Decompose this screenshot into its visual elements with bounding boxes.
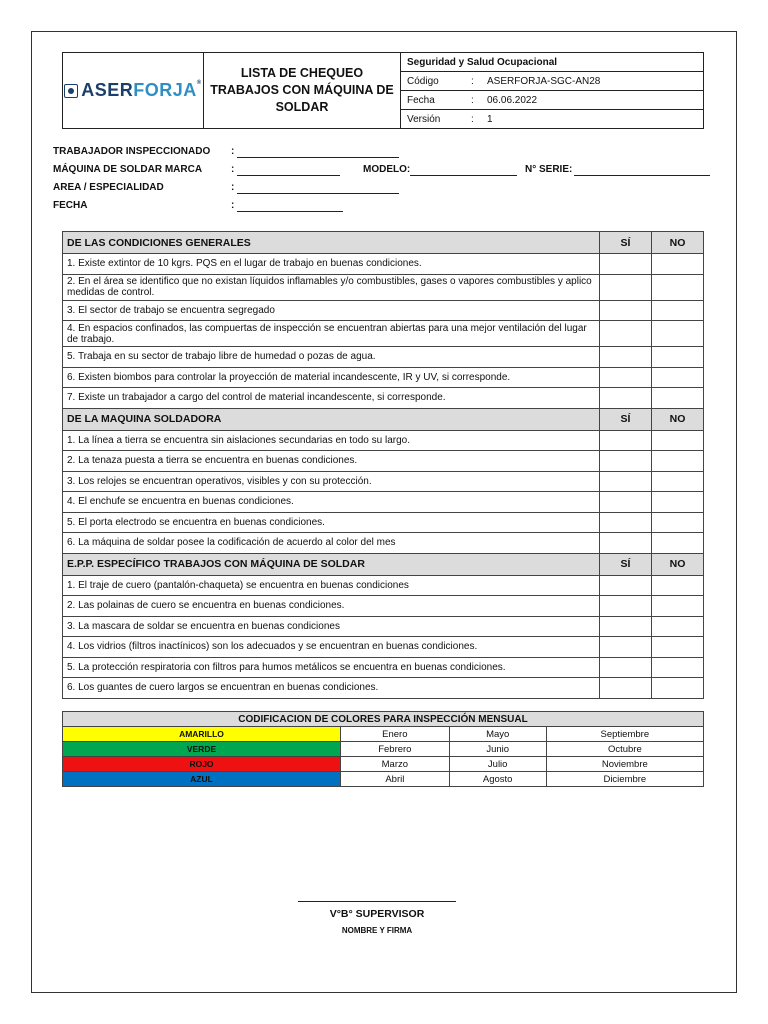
no-checkbox-cell[interactable] (652, 512, 704, 533)
checklist-item (63, 533, 704, 554)
month-cell: Marzo (341, 757, 450, 772)
color-swatch: VERDE (63, 742, 341, 757)
checklist-item-text: 6. La máquina de soldar posee la codificación de acuerdo al color del mes (63, 533, 600, 554)
checklist-item (63, 274, 704, 300)
checklist-item-text: 2. En el área se identifico que no existan líquidos inflamables y/o combustibles, gases o vapores combustibles y aplico medidas de control. (63, 274, 600, 300)
yes-checkbox-cell[interactable] (600, 388, 652, 409)
no-checkbox-cell[interactable] (652, 616, 704, 637)
document-title (204, 53, 401, 128)
checklist-item (63, 347, 704, 368)
checklist-item (63, 616, 704, 637)
yes-checkbox-cell[interactable] (600, 274, 652, 300)
month-cell: Abril (341, 772, 450, 787)
document-meta (401, 53, 703, 128)
month-cell: Agosto (449, 772, 546, 787)
yes-checkbox-cell[interactable] (600, 367, 652, 388)
yes-checkbox-cell[interactable] (600, 678, 652, 699)
logo-text-part2: FORJA (133, 80, 197, 100)
meta-version: Versión : 1 (407, 113, 493, 125)
checklist-item (63, 575, 704, 596)
checklist-item-text: 5. Trabaja en su sector de trabajo libre de humedad o pozas de agua. (63, 347, 600, 368)
yes-column-header: SÍ (600, 408, 652, 430)
color-code-row (63, 772, 704, 787)
checklist-item (63, 388, 704, 409)
yes-checkbox-cell[interactable] (600, 616, 652, 637)
section-title: E.P.P. ESPECÍFICO TRABAJOS CON MÁQUINA DE SOLDAR (63, 553, 600, 575)
no-column-header: NO (652, 232, 704, 254)
yes-checkbox-cell[interactable] (600, 637, 652, 658)
no-checkbox-cell[interactable] (652, 388, 704, 409)
yes-checkbox-cell[interactable] (600, 430, 652, 451)
worker-input-line[interactable] (237, 157, 399, 158)
color-code-table (62, 711, 704, 787)
checklist-item-text: 7. Existe un trabajador a cargo del control de material incandescente, si corresponde. (63, 388, 600, 409)
checklist-table (62, 231, 704, 699)
month-cell: Septiembre (546, 727, 703, 742)
yes-column-header: SÍ (600, 553, 652, 575)
color-swatch: ROJO (63, 757, 341, 772)
checklist-item (63, 678, 704, 699)
checklist-item (63, 492, 704, 513)
model-input-line[interactable] (410, 175, 517, 176)
serial-input-line[interactable] (574, 175, 710, 176)
no-checkbox-cell[interactable] (652, 300, 704, 321)
color-code-row (63, 727, 704, 742)
checklist-item (63, 471, 704, 492)
checklist-item (63, 596, 704, 617)
yes-checkbox-cell[interactable] (600, 512, 652, 533)
meta-code: Código : ASERFORJA-SGC-AN28 (401, 72, 703, 91)
yes-checkbox-cell[interactable] (600, 575, 652, 596)
title-line-3: SOLDAR (275, 100, 329, 114)
checklist-item (63, 321, 704, 347)
checklist-item-text: 3. El sector de trabajo se encuentra segregado (63, 300, 600, 321)
no-checkbox-cell[interactable] (652, 430, 704, 451)
yes-checkbox-cell[interactable] (600, 596, 652, 617)
color-swatch: AMARILLO (63, 727, 341, 742)
checklist-item (63, 512, 704, 533)
yes-checkbox-cell[interactable] (600, 657, 652, 678)
yes-checkbox-cell[interactable] (600, 254, 652, 275)
signature-title: V°B° SUPERVISOR (329, 908, 425, 920)
no-checkbox-cell[interactable] (652, 367, 704, 388)
color-code-title: CODIFICACION DE COLORES PARA INSPECCIÓN MENSUAL (63, 712, 704, 727)
no-checkbox-cell[interactable] (652, 274, 704, 300)
yes-checkbox-cell[interactable] (600, 347, 652, 368)
month-cell: Junio (449, 742, 546, 757)
section-title: DE LA MAQUINA SOLDADORA (63, 408, 600, 430)
section-header (63, 232, 704, 254)
checklist-item (63, 451, 704, 472)
checklist-item (63, 637, 704, 658)
color-code-title-row (63, 712, 704, 727)
title-line-1: LISTA DE CHEQUEO (240, 66, 364, 80)
month-cell: Mayo (449, 727, 546, 742)
section-header (63, 553, 704, 575)
yes-checkbox-cell[interactable] (600, 321, 652, 347)
company-logo (63, 53, 204, 128)
no-checkbox-cell[interactable] (652, 637, 704, 658)
document-header (62, 52, 704, 129)
checklist-item-text: 4. En espacios confinados, las compuertas de inspección se encuentran abiertas para una mejor ventilación del lugar de trabajo. (63, 321, 600, 347)
meta-date: Fecha : 06.06.2022 (401, 91, 703, 110)
meta-department: Seguridad y Salud Ocupacional (401, 53, 703, 72)
no-checkbox-cell[interactable] (652, 492, 704, 513)
yes-checkbox-cell[interactable] (600, 451, 652, 472)
checklist-item-text: 4. El enchufe se encuentra en buenas condiciones. (63, 492, 600, 513)
month-cell: Julio (449, 757, 546, 772)
checklist-item-text: 3. Los relojes se encuentran operativos, visibles y con su protección. (63, 471, 600, 492)
no-checkbox-cell[interactable] (652, 451, 704, 472)
checklist-item-text: 6. Los guantes de cuero largos se encuentran en buenas condiciones. (63, 678, 600, 699)
logo-registered: ® (196, 80, 202, 86)
checklist-item-text: 3. La mascara de soldar se encuentra en buenas condiciones (63, 616, 600, 637)
checklist-item-text: 1. El traje de cuero (pantalón-chaqueta) se encuentra en buenas condiciones (63, 575, 600, 596)
month-cell: Enero (341, 727, 450, 742)
section-title: DE LAS CONDICIONES GENERALES (63, 232, 600, 254)
checklist-item (63, 430, 704, 451)
no-checkbox-cell[interactable] (652, 596, 704, 617)
color-code-row (63, 757, 704, 772)
checklist-item-text: 1. La línea a tierra se encuentra sin aislaciones secundarias en todo su largo. (63, 430, 600, 451)
signature-line[interactable] (298, 901, 456, 902)
color-swatch: AZUL (63, 772, 341, 787)
no-checkbox-cell[interactable] (652, 471, 704, 492)
signature-subtitle: NOMBRE Y FIRMA (341, 926, 413, 935)
checklist-item-text: 2. La tenaza puesta a tierra se encuentra en buenas condiciones. (63, 451, 600, 472)
checklist-item (63, 367, 704, 388)
no-checkbox-cell[interactable] (652, 678, 704, 699)
no-checkbox-cell[interactable] (652, 575, 704, 596)
checklist-item-text: 5. La protección respiratoria con filtros para humos metálicos se encuentra en buenas condiciones. (63, 657, 600, 678)
title-line-2: TRABAJOS CON MÁQUINA DE (210, 83, 394, 97)
checklist-item-text: 4. Los vidrios (filtros inactínicos) son los adecuados y se encuentran en buenas condiciones. (63, 637, 600, 658)
checklist-item-text: 2. Las polainas de cuero se encuentra en buenas condiciones. (63, 596, 600, 617)
color-code-row (63, 742, 704, 757)
checklist-item-text: 6. Existen biombos para controlar la proyección de material incandescente, IR y UV, si corresponde. (63, 367, 600, 388)
month-cell: Diciembre (546, 772, 703, 787)
month-cell: Noviembre (546, 757, 703, 772)
checklist-item (63, 254, 704, 275)
yes-checkbox-cell[interactable] (600, 300, 652, 321)
no-checkbox-cell[interactable] (652, 321, 704, 347)
logo-text-part1: ASER (81, 80, 134, 100)
no-checkbox-cell[interactable] (652, 254, 704, 275)
logo-icon (64, 84, 78, 98)
yes-checkbox-cell[interactable] (600, 492, 652, 513)
no-checkbox-cell[interactable] (652, 533, 704, 554)
section-header (63, 408, 704, 430)
yes-checkbox-cell[interactable] (600, 471, 652, 492)
checklist-item-text: 5. El porta electrodo se encuentra en buenas condiciones. (63, 512, 600, 533)
brand-input-line[interactable] (237, 175, 340, 176)
area-input-line[interactable] (237, 193, 399, 194)
month-cell: Octubre (546, 742, 703, 757)
no-column-header: NO (652, 408, 704, 430)
no-column-header: NO (652, 553, 704, 575)
checklist-item-text: 1. Existe extintor de 10 kgrs. PQS en el lugar de trabajo en buenas condiciones. (63, 254, 600, 275)
no-checkbox-cell[interactable] (652, 657, 704, 678)
checklist-item (63, 657, 704, 678)
no-checkbox-cell[interactable] (652, 347, 704, 368)
month-cell: Febrero (341, 742, 450, 757)
yes-column-header: SÍ (600, 232, 652, 254)
date-input-line[interactable] (237, 211, 343, 212)
checklist-item (63, 300, 704, 321)
yes-checkbox-cell[interactable] (600, 533, 652, 554)
